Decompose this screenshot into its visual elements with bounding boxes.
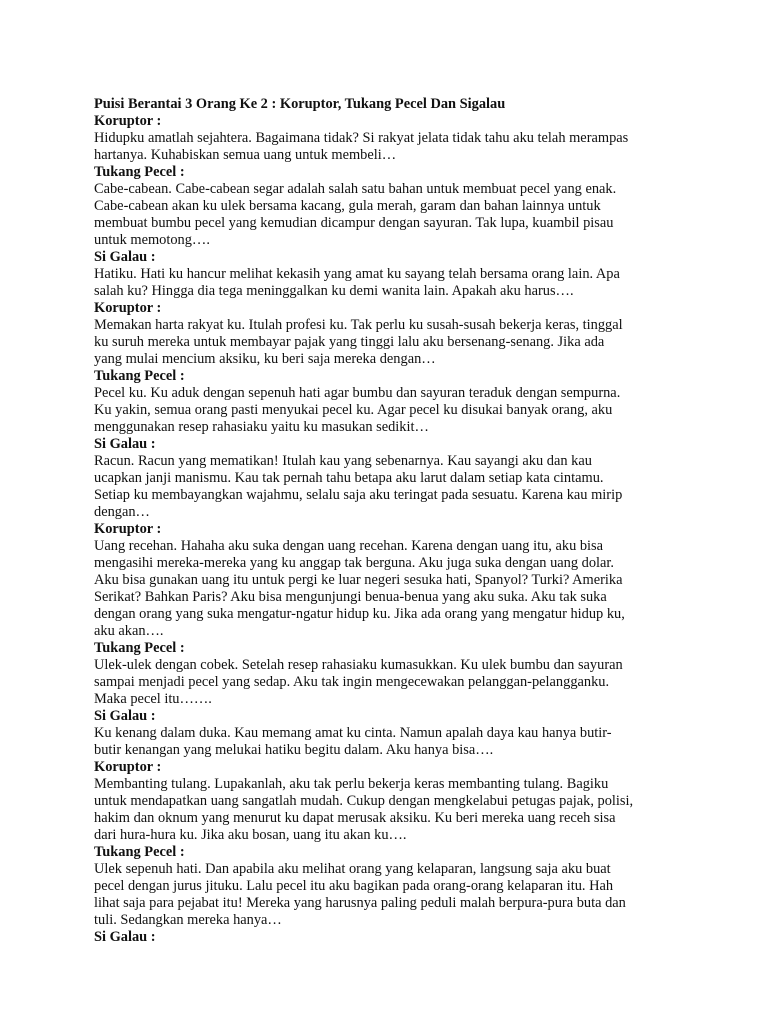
poem-stanza [94, 929, 694, 946]
verse-text [94, 657, 694, 708]
verse-line: ucapkan janji manismu. Kau tak pernah tahu betapa aku larut dalam setiap kata cintamu. [94, 470, 604, 486]
poem-stanza [94, 640, 694, 708]
verse-line: Cabe-cabean. Cabe-cabean segar adalah salah satu bahan untuk membuat pecel yang enak. [94, 181, 617, 197]
verse-text [94, 317, 694, 368]
verse-line: Cabe-cabean akan ku ulek bersama kacang, gula merah, garam dan bahan lainnya untuk [94, 198, 601, 214]
verse-text [94, 453, 694, 521]
verse-line: untuk mendapatkan uang sangatlah mudah. Cukup dengan mengkelabui petugas pajak, polisi, [94, 793, 634, 809]
verse-line: Ulek-ulek dengan cobek. Setelah resep rahasiaku kumasukkan. Ku ulek bumbu dan sayuran [94, 657, 623, 673]
poem-stanza [94, 164, 694, 249]
verse-text [94, 861, 694, 929]
verse-line: Aku bisa gunakan uang itu untuk pergi ke luar negeri sesuka hati, Spanyol? Turki? Amerika [94, 572, 623, 588]
verse-text [94, 130, 694, 164]
speaker-label: Si Galau : [94, 929, 156, 945]
verse-line: untuk memotong…. [94, 232, 210, 248]
verse-line: Ulek sepenuh hati. Dan apabila aku melihat orang yang kelaparan, langsung saja aku buat [94, 861, 611, 877]
verse-line: Memakan harta rakyat ku. Itulah profesi ku. Tak perlu ku susah-susah bekerja keras, tinggal [94, 317, 623, 333]
verse-line: tuli. Sedangkan mereka hanya… [94, 912, 282, 928]
verse-line: membuat bumbu pecel yang kemudian dicampur dengan sayuran. Tak lupa, kuambil pisau [94, 215, 614, 231]
poem-stanza [94, 708, 694, 759]
verse-line: yang mulai mencium aksiku, ku beri saja mereka dengan… [94, 351, 436, 367]
verse-line: dengan orang yang suka mengatur-ngatur hidup ku. Jika ada orang yang mengatur hidup ku, [94, 606, 625, 622]
speaker-label: Tukang Pecel : [94, 640, 185, 656]
verse-line: Ku yakin, semua orang pasti menyukai pecel ku. Agar pecel ku disukai banyak orang, aku [94, 402, 613, 418]
verse-line: hartanya. Kuhabiskan semua uang untuk membeli… [94, 147, 397, 163]
verse-text [94, 725, 694, 759]
speaker-label: Koruptor : [94, 113, 162, 129]
verse-line: Ku kenang dalam duka. Kau memang amat ku cinta. Namun apalah daya kau hanya butir- [94, 725, 612, 741]
speaker-label: Koruptor : [94, 300, 162, 316]
verse-line: lihat saja para pejabat itu! Mereka yang harusnya paling peduli malah berpura-pura buta dan [94, 895, 626, 911]
poem-stanza [94, 436, 694, 521]
verse-line: menggunakan resep rahasiaku yaitu ku masukan sedikit… [94, 419, 429, 435]
poem-stanza [94, 300, 694, 368]
verse-line: Racun. Racun yang mematikan! Itulah kau yang sebenarnya. Kau sayangi aku dan kau [94, 453, 592, 469]
speaker-label: Si Galau : [94, 436, 156, 452]
verse-text [94, 538, 694, 640]
verse-line: pecel dengan jurus jituku. Lalu pecel itu aku bagikan pada orang-orang kelaparan itu. Hah [94, 878, 614, 894]
speaker-label: Tukang Pecel : [94, 164, 185, 180]
verse-line: salah ku? Hingga dia tega meninggalkan ku demi wanita lain. Apakah aku harus…. [94, 283, 574, 299]
verse-line: mengasihi mereka-mereka yang ku anggap tak berguna. Aku juga suka dengan uang dolar. [94, 555, 615, 571]
verse-text [94, 266, 694, 300]
verse-line: dari hura-hura ku. Jika aku bosan, uang itu akan ku…. [94, 827, 407, 843]
verse-text [94, 776, 694, 844]
poem-body [94, 113, 694, 946]
speaker-label: Koruptor : [94, 759, 162, 775]
verse-line: aku akan…. [94, 623, 164, 639]
poem-stanza [94, 759, 694, 844]
poem-stanza [94, 844, 694, 929]
verse-line: Uang recehan. Hahaha aku suka dengan uang recehan. Karena dengan uang itu, aku bisa [94, 538, 604, 554]
verse-line: Hidupku amatlah sejahtera. Bagaimana tidak? Si rakyat jelata tidak tahu aku telah merampas [94, 130, 629, 146]
verse-line: Pecel ku. Ku aduk dengan sepenuh hati agar bumbu dan sayuran teraduk dengan sempurna. [94, 385, 621, 401]
verse-line: Membanting tulang. Lupakanlah, aku tak perlu bekerja keras membanting tulang. Bagiku [94, 776, 609, 792]
document-title: Puisi Berantai 3 Orang Ke 2 : Koruptor, Tukang Pecel Dan Sigalau [94, 96, 506, 112]
verse-text [94, 385, 694, 436]
speaker-label: Koruptor : [94, 521, 162, 537]
verse-line: ku suruh mereka untuk membayar pajak yang tinggi lalu aku bersenang-senang. Jika ada [94, 334, 605, 350]
document-page [94, 96, 694, 946]
verse-line: Maka pecel itu……. [94, 691, 212, 707]
verse-text [94, 181, 694, 249]
verse-line: sampai menjadi pecel yang sedap. Aku tak ingin mengecewakan pelanggan-pelangganku. [94, 674, 610, 690]
speaker-label: Tukang Pecel : [94, 368, 185, 384]
poem-stanza [94, 249, 694, 300]
speaker-label: Si Galau : [94, 249, 156, 265]
poem-stanza [94, 521, 694, 640]
poem-stanza [94, 113, 694, 164]
speaker-label: Si Galau : [94, 708, 156, 724]
verse-line: Serikat? Bahkan Paris? Aku bisa mengunjungi benua-benua yang aku suka. Aku tak suka [94, 589, 607, 605]
verse-line: dengan… [94, 504, 150, 520]
verse-line: Setiap ku membayangkan wajahmu, selalu saja aku teringat pada sesuatu. Karena kau mirip [94, 487, 623, 503]
verse-line: hakim dan oknum yang menurut ku dapat merusak aksiku. Ku beri mereka uang receh sisa [94, 810, 616, 826]
verse-line: Hatiku. Hati ku hancur melihat kekasih yang amat ku sayang telah bersama orang lain. Apa [94, 266, 620, 282]
speaker-label: Tukang Pecel : [94, 844, 185, 860]
poem-stanza [94, 368, 694, 436]
verse-line: butir kenangan yang melukai hatiku begitu dalam. Aku hanya bisa…. [94, 742, 494, 758]
